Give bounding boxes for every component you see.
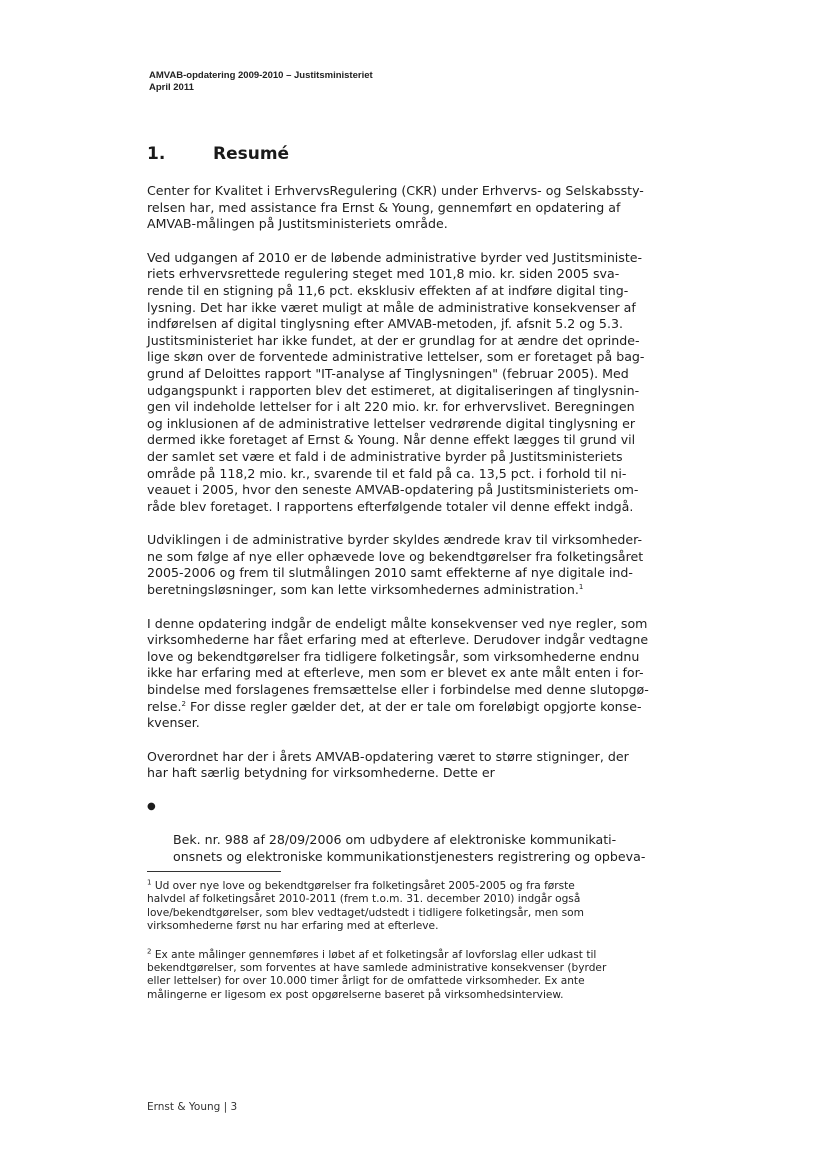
- document-body: [147, 183, 687, 865]
- header-date: April 2011: [149, 82, 194, 93]
- paragraph-5: Overordnet har der i årets AMVAB-opdatering været to større stigninger, der har haft særlig betydning for virksomhederne. Dette er: [147, 748, 629, 781]
- paragraph-1: Center for Kvalitet i ErhvervsRegulering (CKR) under Erhvervs- og Selskabssty- relsen har, med assistance fra Ernst & Young, gennemført en opdatering af AMVAB-målingen på Justitsministeriets område.: [147, 183, 644, 232]
- paragraph-2: Ved udgangen af 2010 er de løbende administrative byrder ved Justitsministe- riets erhvervsrettede regulering steget med 101,8 mio. kr. siden 2005 sva- rende til en stigning på 11,6 pct. eksklusiv effekten af at indføre digital ting- lysning. Det har ikke været muligt at måle de administrative konsekvenser af indførelsen af digital tinglysning efter AMVAB-metoden, jf. afsnit 5.2 og 5.3. Justitsministeriet har ikke fundet, at der er grundlag for at ændre det oprinde- lige skøn over de forventede administrative lettelser, som er foretaget på bag- grund af Deloittes rapport "IT-analyse af Tinglysningen" (februar 2005). Med udgangspunkt i rapporten blev det estimeret, at digitaliseringen af tinglysnin- gen vil indeholde lettelser for i alt 220 mio. kr. for erhvervslivet. Beregningen og inklusionen af de administrative lettelser vedrørende digital tinglysning er dermed ikke foretaget af Ernst & Young. Når denne effekt lægges til grund vil der samlet set være et fald i de administrative byrder på Justitsministeriets område på 118,2 mio. kr., svarende til et fald på ca. 13,5 pct. i forhold til ni- veauet i 2005, hvor den seneste AMVAB-opdatering på Justitsministeriets om- råde blev foretaget. I rapportens efterfølgende totaler vil denne effekt indgå.: [147, 249, 645, 514]
- footnote-1: [147, 880, 667, 934]
- bullet-item-1: [147, 799, 687, 865]
- section-number: 1.: [147, 144, 166, 164]
- paragraph-3-text: Udviklingen i de administrative byrder skyldes ændrede krav til virksomheder- ne som følge af nye eller ophævede love og bekendtgørelser fra folketingsåret 2005-2006 og frem til slutmålingen 2010 samt effekterne af nye digitale ind- beretningsløsninger, som kan lette virksomhedernes administration.: [147, 532, 644, 598]
- footnote-divider: [147, 871, 281, 872]
- footnote-ref-2: 2: [181, 699, 186, 708]
- paragraph-3: [147, 532, 687, 598]
- paragraph-4-text-b: For disse regler gælder det, at der er tale om foreløbigt opgjorte konse- kvenser.: [147, 698, 642, 731]
- section-title: Resumé: [213, 144, 290, 164]
- page-footer: Ernst & Young | 3: [147, 1101, 238, 1113]
- section-heading: [147, 144, 289, 164]
- paragraph-4: [147, 616, 687, 732]
- bullet-item-1-text: Bek. nr. 988 af 28/09/2006 om udbydere af elektroniske kommunikati- onsnets og elektroniske kommunikationstjenesters registrering og opbeva-: [173, 832, 646, 864]
- footnote-2-mark: 2: [147, 947, 152, 956]
- header-title: AMVAB-opdatering 2009-2010 – Justitsministeriet: [149, 70, 373, 81]
- document-header: [149, 70, 373, 94]
- footnote-2: [147, 949, 667, 1003]
- footnote-2-text: Ex ante målinger gennemføres i løbet af et folketingsår af lovforslag eller udkast til bekendtgørelser, som forventes at have samlede administrative konsekvenser (byrder eller lettelser) for over 10.000 timer årligt for de omfattede virksomheder. Ex ante målingerne er ligesom ex post opgørelserne baseret på virksomhedsinterview.: [147, 948, 607, 1001]
- footnote-1-text: Ud over nye love og bekendtgørelser fra folketingsåret 2005-2005 og fra første halvdel af folketingsåret 2010-2011 (frem t.o.m. 31. december 2010) indgår også love/bekendtgørelser, som blev vedtaget/udstedt i tidligere folketingsår, men som virksomhederne først nu har erfaring med at efterleve.: [147, 880, 584, 933]
- footnote-ref-1: 1: [578, 582, 584, 591]
- paragraph-4-text-a: I denne opdatering indgår de endeligt målte konsekvenser ved nye regler, som virksomhederne har fået erfaring med at efterleve. Derudover indgår vedtagne love og bekendtgørelser fra tidligere folketingsår, som virksomhederne endnu ikke har erfaring med at efterleve, men som er blevet ex ante målt enten i for- bindelse med forslagenes fremsættelse eller i forbindelse med denne slutopgø- relse.: [147, 615, 649, 714]
- bullet-dot-icon: ●: [147, 801, 156, 812]
- footnote-1-mark: 1: [147, 878, 152, 887]
- footnotes: [147, 880, 667, 1017]
